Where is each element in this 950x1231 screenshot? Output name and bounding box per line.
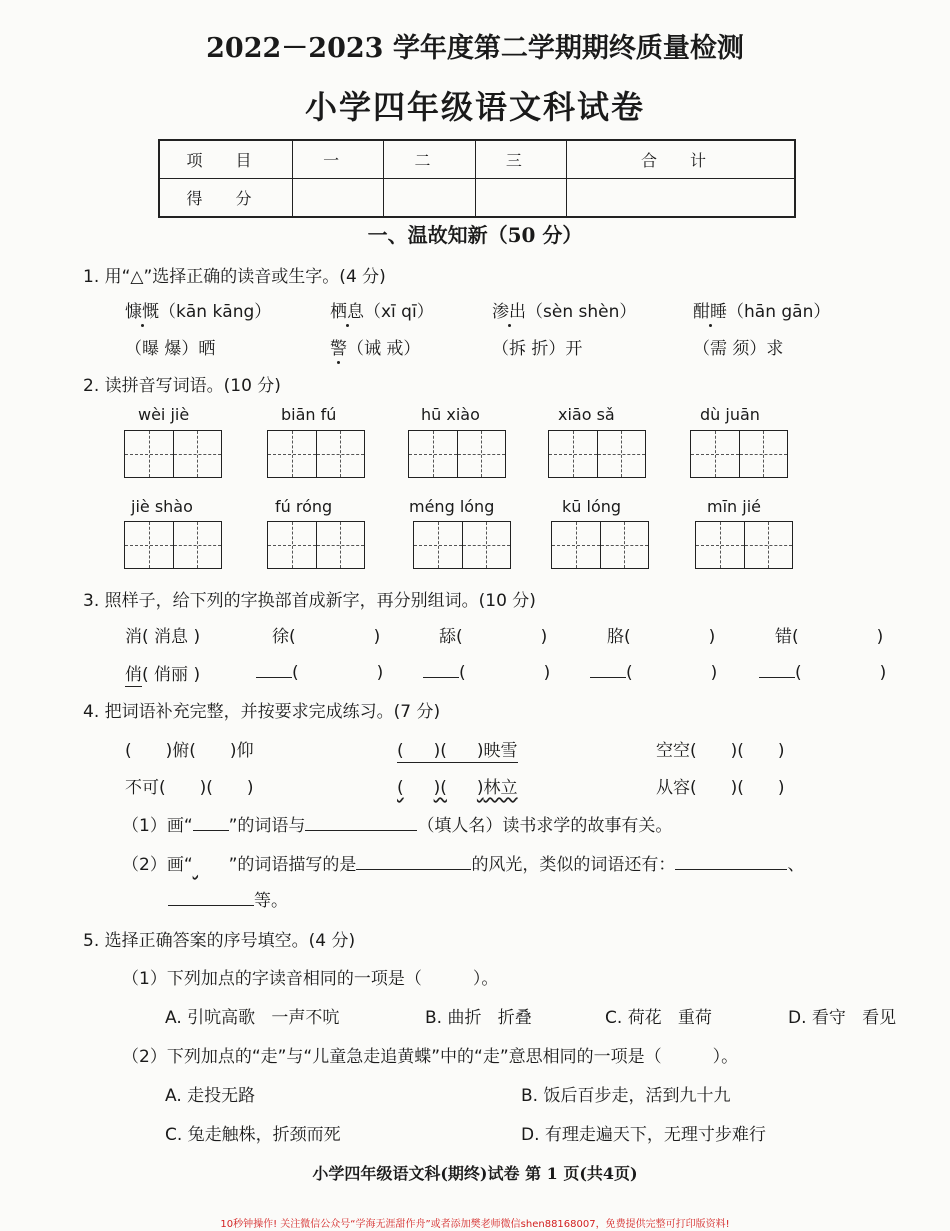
score-cell: 合 计 <box>566 140 795 179</box>
q3-example-word: 俏丽 <box>154 665 189 685</box>
writing-box[interactable] <box>695 521 793 569</box>
q3-item: 错( ) <box>775 627 884 647</box>
q4-answer-blank[interactable] <box>168 888 254 906</box>
writing-box[interactable] <box>124 430 222 478</box>
section-title: 一、温故知新（50 分） <box>367 223 583 247</box>
q1-char: 警 <box>330 339 347 359</box>
q1-item <box>125 334 215 359</box>
q4-chars: 空空 <box>656 741 690 761</box>
option-word: 折叠 <box>497 1008 532 1028</box>
q4-char: 仰 <box>236 741 254 761</box>
q4-idiom[interactable]: 不可( )( ) <box>125 778 254 798</box>
q3-example: 消( 消息 ) <box>125 627 201 647</box>
pinyin-label: méng lóng <box>409 497 495 516</box>
q3-example-char: 俏 <box>125 665 142 685</box>
question-5-title: 5. 选择正确答案的序号填空。(4 分) <box>83 931 356 951</box>
question-4-title: 4. 把词语补充完整，并按要求完成练习。(7 分) <box>83 702 441 722</box>
q1-word: 酣睡 <box>693 302 727 322</box>
score-table <box>158 139 796 218</box>
score-cell <box>475 179 566 218</box>
q5-option[interactable]: D. 有理走遍天下，无理寸步难行 <box>521 1125 766 1145</box>
q4-answer-blank[interactable] <box>675 852 787 870</box>
q1-char: 晒 <box>198 339 216 359</box>
q4-subquestion-2-cont <box>168 886 288 911</box>
q1-word: 慷慨 <box>125 302 159 322</box>
score-cell: 得 分 <box>159 179 293 218</box>
q5-subquestion-1: （1）下列加点的字读音相同的一项是（ ）。 <box>122 969 499 989</box>
q3-example-char: 消 <box>125 627 142 647</box>
q4-char: 俯 <box>172 741 190 761</box>
q1-item <box>492 297 636 322</box>
q5-option[interactable]: B. 饭后百步走，活到九十九 <box>521 1086 731 1106</box>
score-cell <box>293 179 384 218</box>
q5-option[interactable]: C. 兔走触株，折颈而死 <box>165 1125 341 1145</box>
q4-chars: 映雪 <box>483 741 518 761</box>
q4-idiom[interactable]: 空空( )( ) <box>656 741 785 761</box>
pinyin-label: hū xiào <box>421 405 480 424</box>
q4-answer-blank[interactable] <box>356 852 471 870</box>
pinyin-label: wèi jiè <box>138 405 190 424</box>
q3-char: 胳 <box>607 627 624 647</box>
question-3-title: 3. 照样子，给下列的字换部首成新字，再分别组词。(10 分) <box>83 591 536 611</box>
writing-box[interactable] <box>267 521 365 569</box>
q1-item <box>330 297 434 322</box>
q5-option[interactable] <box>425 1003 532 1028</box>
q4-text: 、 <box>787 855 805 875</box>
exam-title: 小学四年级语文科试卷 <box>304 88 645 126</box>
q1-pinyin: （hān gān） <box>727 302 831 322</box>
q1-item <box>693 334 783 359</box>
q5-option[interactable]: A. 走投无路 <box>165 1086 256 1106</box>
exam-period-title: 2022－2023 学年度第二学期期终质量检测 <box>206 33 744 64</box>
q1-pinyin: （kān kāng） <box>159 302 272 322</box>
q4-subquestion-2 <box>122 850 804 875</box>
promo-notice: 10秒钟操作! 关注微信公众号“学海无涯甜作舟”或者添加樊老师微信shen88168007，免费提供完整可打印版资料! <box>220 1219 730 1230</box>
score-cell <box>566 179 795 218</box>
option-label: A. <box>165 1008 182 1028</box>
q4-chars: 林立 <box>483 778 518 798</box>
pinyin-label: mīn jié <box>707 497 761 516</box>
q4-text: ”的词语描写的是 <box>228 855 357 875</box>
q4-answer-blank[interactable] <box>305 813 417 831</box>
q4-text: ”的词语与 <box>228 816 306 836</box>
score-cell: 项 目 <box>159 140 293 179</box>
q4-text: （1）画“ <box>122 816 193 836</box>
q1-char: 开 <box>565 339 583 359</box>
q4-chars: 不可 <box>125 778 159 798</box>
q4-idiom-wavy[interactable]: ( )( )林立 <box>397 778 518 798</box>
writing-box[interactable] <box>690 430 788 478</box>
q1-word: 渗出 <box>492 302 526 322</box>
writing-box[interactable] <box>413 521 511 569</box>
q3-item: 舔( ) <box>439 627 548 647</box>
q4-text: 的风光，类似的词语还有： <box>471 855 676 875</box>
pinyin-label: dù juān <box>700 405 760 424</box>
writing-box[interactable] <box>548 430 646 478</box>
q1-options: （需 须） <box>693 339 767 359</box>
option-word: 曲折 <box>447 1008 482 1028</box>
option-word: 看守 <box>811 1008 846 1028</box>
q4-text: 等。 <box>254 891 288 911</box>
q4-text: （填人名）读书求学的故事有关。 <box>417 816 673 836</box>
q3-item: 胳( ) <box>607 627 716 647</box>
q4-chars: 从容 <box>656 778 690 798</box>
option-label: B. <box>425 1008 443 1028</box>
option-label: D. <box>788 1008 807 1028</box>
score-cell: 三 <box>475 140 566 179</box>
writing-box[interactable] <box>551 521 649 569</box>
q4-idiom[interactable]: ( )俯( )仰 <box>125 741 254 761</box>
q4-subquestion-1 <box>122 811 672 836</box>
q1-options: （诫 戒） <box>347 339 421 359</box>
q1-item <box>693 297 830 322</box>
question-1-title: 1. 用“△”选择正确的读音或生字。(4 分) <box>83 267 386 287</box>
option-label: C. <box>605 1008 623 1028</box>
q1-char: 求 <box>766 339 784 359</box>
q3-char: 错 <box>775 627 792 647</box>
q4-text: （2）画“ <box>122 855 193 875</box>
page-footer: 小学四年级语文科(期终)试卷 第 1 页(共4页) <box>312 1164 638 1183</box>
q3-example-word: 消息 <box>154 627 189 647</box>
option-word: 引吭高歌 <box>187 1008 256 1028</box>
q1-options: （拆 折） <box>492 339 566 359</box>
q5-option[interactable] <box>788 1003 896 1028</box>
q3-item: 徐( ) <box>272 627 381 647</box>
option-word: 荷花 <box>627 1008 662 1028</box>
q3-answer[interactable]: ( ) <box>256 660 383 683</box>
score-cell <box>384 179 475 218</box>
q1-options: （曝 爆） <box>125 339 199 359</box>
score-table-score-row <box>159 179 795 218</box>
pinyin-label: jiè shào <box>131 497 193 516</box>
q3-answer[interactable]: ( ) <box>423 660 550 683</box>
writing-box[interactable] <box>408 430 506 478</box>
pinyin-label: xiāo sǎ <box>558 405 615 424</box>
question-2-title: 2. 读拼音写词语。(10 分) <box>83 376 281 396</box>
option-word: 看见 <box>862 1008 897 1028</box>
q1-pinyin: （xī qī） <box>364 302 434 322</box>
q1-item <box>330 334 420 359</box>
q5-option[interactable] <box>605 1003 712 1028</box>
option-word: 重荷 <box>677 1008 712 1028</box>
score-table-header-row <box>159 140 795 179</box>
pinyin-label: kū lóng <box>562 497 622 516</box>
q1-item <box>492 334 582 359</box>
score-cell: 一 <box>293 140 384 179</box>
writing-box[interactable] <box>267 430 365 478</box>
q1-word: 栖息 <box>330 302 364 322</box>
q5-subquestion-2: （2）下列加点的“走”与“儿童急走追黄蝶”中的“走”意思相同的一项是（ ）。 <box>122 1047 739 1067</box>
q4-idiom-underlined[interactable]: ( )( )映雪 <box>397 736 518 763</box>
q3-char: 徐 <box>272 627 289 647</box>
q3-answer[interactable]: ( ) <box>759 660 886 683</box>
q5-option[interactable] <box>165 1003 339 1028</box>
option-word: 一声不吭 <box>271 1008 340 1028</box>
q3-char: 舔 <box>439 627 456 647</box>
pinyin-label: biān fú <box>281 405 337 424</box>
q1-item <box>125 297 271 322</box>
q4-idiom[interactable]: 从容( )( ) <box>656 778 785 798</box>
q1-pinyin: （sèn shèn） <box>526 302 637 322</box>
writing-box[interactable] <box>124 521 222 569</box>
score-cell: 二 <box>384 140 475 179</box>
q3-example: 俏( 俏丽 ) <box>125 665 201 685</box>
q3-answer[interactable]: ( ) <box>590 660 717 683</box>
pinyin-label: fú róng <box>275 497 333 516</box>
